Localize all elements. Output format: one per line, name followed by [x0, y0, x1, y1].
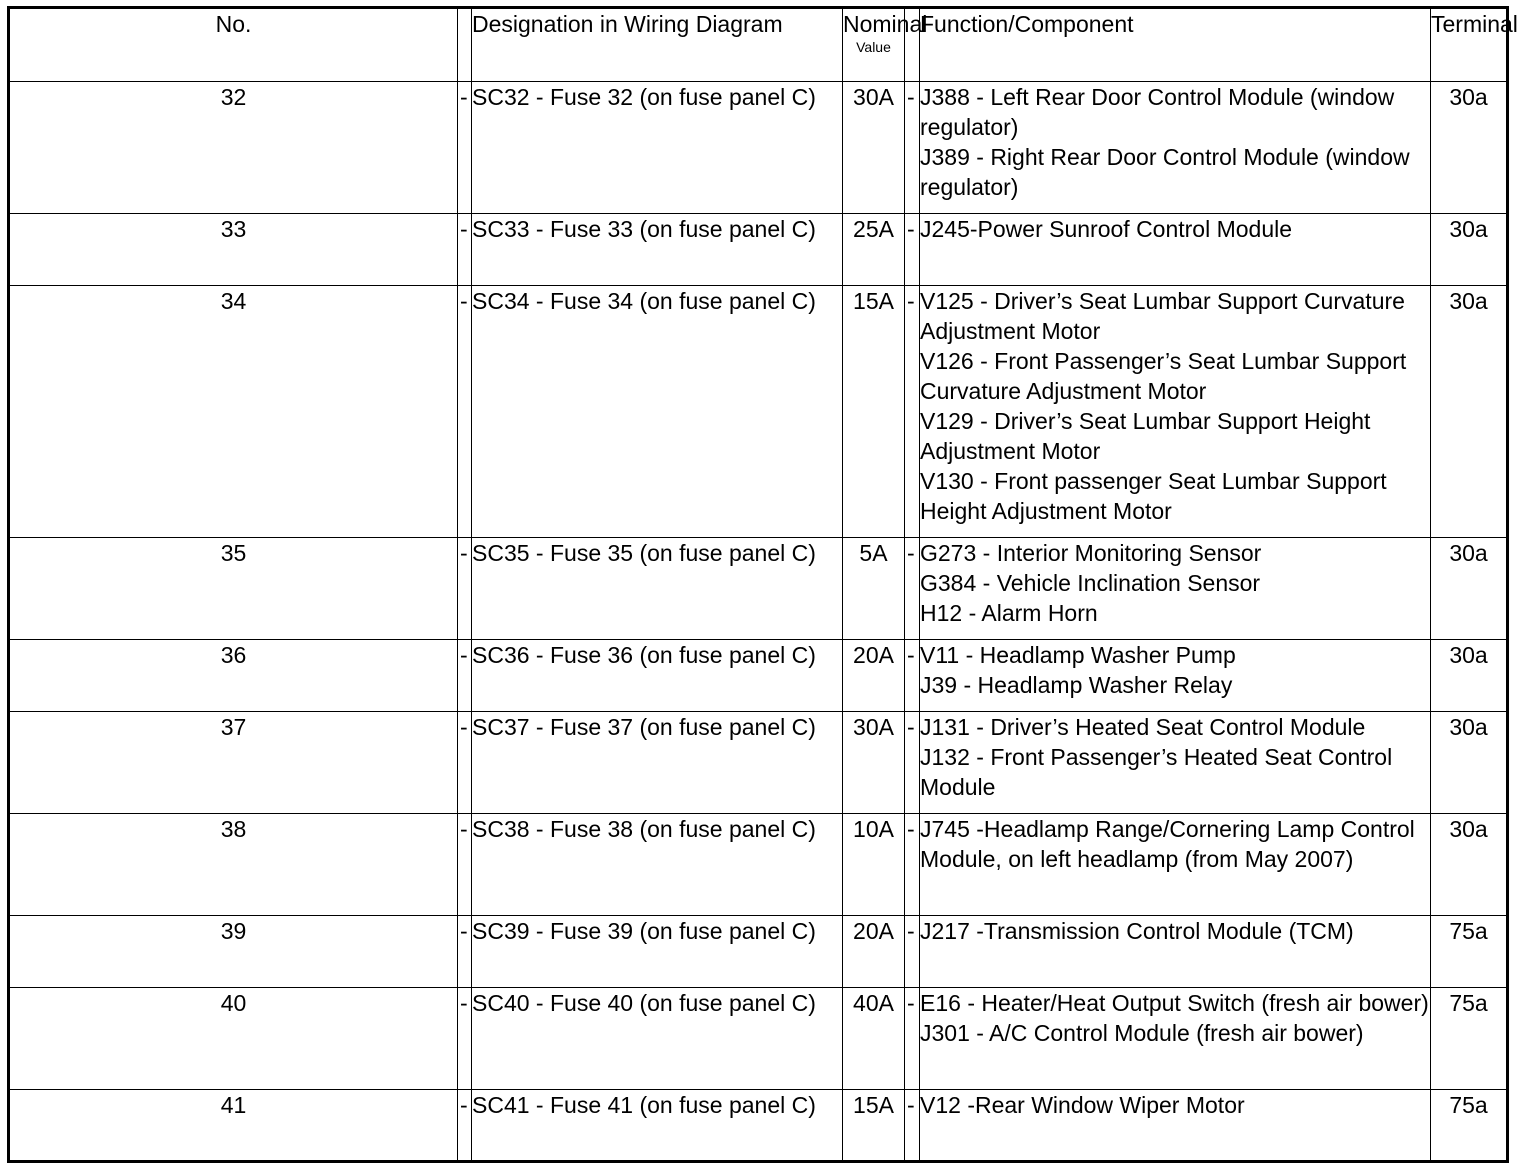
table-row: [9, 814, 1508, 916]
nominal-value: 5A: [843, 538, 905, 640]
terminal: 30a: [1431, 214, 1508, 286]
table-row: [9, 82, 1508, 214]
gap-cell-2: [905, 214, 920, 286]
terminal: 30a: [1431, 538, 1508, 640]
gap-cell: [458, 712, 472, 814]
table-row: [9, 988, 1508, 1090]
fuse-number: 34: [9, 286, 458, 538]
fuse-number: 32: [9, 82, 458, 214]
gap-cell: [458, 916, 472, 988]
gap-cell-2: [905, 538, 920, 640]
fuse-number: 35: [9, 538, 458, 640]
func-mark: -: [907, 642, 915, 668]
nominal-value: 30A: [843, 82, 905, 214]
gap-cell: [458, 640, 472, 712]
gap-mark: -: [460, 216, 468, 242]
component-line: V126 - Front Passenger’s Seat Lumbar Support Curvature Adjustment Motor: [920, 348, 1407, 404]
header-nominal-value: [843, 8, 928, 82]
gap-cell: [458, 286, 472, 538]
fuse-number: 37: [9, 712, 458, 814]
terminal: 30a: [1431, 82, 1508, 214]
terminal: 30a: [1431, 712, 1508, 814]
function-component: [920, 286, 1431, 538]
nominal-value: 10A: [843, 814, 905, 916]
nominal-value: 30A: [843, 712, 905, 814]
fuse-number: 38: [9, 814, 458, 916]
func-mark: -: [907, 1092, 915, 1118]
fuse-designation: SC35 - Fuse 35 (on fuse panel C): [472, 538, 843, 640]
gap-cell: [458, 214, 472, 286]
header-gap: [458, 8, 472, 82]
func-mark: -: [907, 216, 915, 242]
gap-cell-2: [905, 640, 920, 712]
func-mark: -: [907, 84, 915, 110]
terminal: 75a: [1431, 916, 1508, 988]
fuse-designation: SC36 - Fuse 36 (on fuse panel C): [472, 640, 843, 712]
component-line: V11 - Headlamp Washer Pump: [920, 642, 1236, 668]
gap-cell-2: [905, 286, 920, 538]
component-line: J745 -Headlamp Range/Cornering Lamp Control Module, on left headlamp (from May 2007): [920, 816, 1415, 872]
table-row: [9, 214, 1508, 286]
nominal-value: 20A: [843, 640, 905, 712]
table-row: [9, 538, 1508, 640]
gap-cell-2: [905, 916, 920, 988]
function-component: [920, 82, 1431, 214]
fuse-designation: SC40 - Fuse 40 (on fuse panel C): [472, 988, 843, 1090]
gap-mark: -: [460, 990, 468, 1016]
func-mark: -: [907, 816, 915, 842]
fuse-table: [7, 6, 1518, 1163]
function-component: [920, 916, 1431, 988]
component-line: J389 - Right Rear Door Control Module (window regulator): [920, 144, 1410, 200]
fuse-designation: SC32 - Fuse 32 (on fuse panel C): [472, 82, 843, 214]
component-line: V129 - Driver’s Seat Lumbar Support Height Adjustment Motor: [920, 408, 1371, 464]
nominal-value: 15A: [843, 286, 905, 538]
gap-mark: -: [460, 84, 468, 110]
fuse-designation: SC38 - Fuse 38 (on fuse panel C): [472, 814, 843, 916]
component-line: E16 - Heater/Heat Output Switch (fresh air bower): [920, 990, 1429, 1016]
table-row: [9, 712, 1508, 814]
terminal: 75a: [1431, 988, 1508, 1090]
header-nominal-line2: Value: [856, 39, 891, 55]
func-mark: -: [907, 288, 915, 314]
table-row: [9, 640, 1508, 712]
component-line: J388 - Left Rear Door Control Module (window regulator): [920, 84, 1395, 140]
fuse-number: 36: [9, 640, 458, 712]
header-terminal: Terminal: [1431, 8, 1508, 82]
component-line: V125 - Driver’s Seat Lumbar Support Curvature Adjustment Motor: [920, 288, 1405, 344]
gap-cell-2: [905, 1090, 920, 1162]
fuse-designation: SC37 - Fuse 37 (on fuse panel C): [472, 712, 843, 814]
gap-cell-2: [905, 82, 920, 214]
fuse-designation: SC33 - Fuse 33 (on fuse panel C): [472, 214, 843, 286]
function-component: [920, 712, 1431, 814]
gap-mark: -: [460, 642, 468, 668]
component-line: G384 - Vehicle Inclination Sensor: [920, 570, 1261, 596]
gap-mark: -: [460, 918, 468, 944]
function-component: [920, 1090, 1431, 1162]
terminal: 30a: [1431, 640, 1508, 712]
gap-cell-2: [905, 988, 920, 1090]
fuse-designation: SC41 - Fuse 41 (on fuse panel C): [472, 1090, 843, 1162]
func-mark: -: [907, 918, 915, 944]
nominal-value: 40A: [843, 988, 905, 1090]
function-component: [920, 988, 1431, 1090]
fuse-number: 41: [9, 1090, 458, 1162]
gap-cell: [458, 814, 472, 916]
table-row: [9, 1090, 1508, 1162]
fuse-number: 33: [9, 214, 458, 286]
func-mark: -: [907, 540, 915, 566]
fuse-number: 40: [9, 988, 458, 1090]
gap-cell-2: [905, 814, 920, 916]
component-line: J217 -Transmission Control Module (TCM): [920, 918, 1354, 944]
component-line: G273 - Interior Monitoring Sensor: [920, 540, 1262, 566]
terminal: 75a: [1431, 1090, 1508, 1162]
gap-mark: -: [460, 816, 468, 842]
gap-mark: -: [460, 540, 468, 566]
gap-cell: [458, 1090, 472, 1162]
fuse-designation: SC34 - Fuse 34 (on fuse panel C): [472, 286, 843, 538]
component-line: J301 - A/C Control Module (fresh air bower): [920, 1020, 1364, 1046]
component-line: V130 - Front passenger Seat Lumbar Support Height Adjustment Motor: [920, 468, 1387, 524]
component-line: J131 - Driver’s Heated Seat Control Module: [920, 714, 1366, 740]
fuse-table-body: [9, 82, 1508, 1162]
component-line: J132 - Front Passenger’s Heated Seat Control Module: [920, 744, 1393, 800]
fuse-designation: SC39 - Fuse 39 (on fuse panel C): [472, 916, 843, 988]
function-component: [920, 538, 1431, 640]
gap-mark: -: [460, 1092, 468, 1118]
component-line: V12 -Rear Window Wiper Motor: [920, 1092, 1245, 1118]
header-designation: Designation in Wiring Diagram: [472, 8, 843, 82]
gap-cell: [458, 988, 472, 1090]
function-component: [920, 640, 1431, 712]
header-no: No.: [9, 8, 458, 82]
terminal: 30a: [1431, 814, 1508, 916]
function-component: [920, 814, 1431, 916]
gap-mark: -: [460, 288, 468, 314]
header-function: Function/Component: [920, 8, 1431, 82]
gap-cell: [458, 82, 472, 214]
gap-cell-2: [905, 712, 920, 814]
fuse-number: 39: [9, 916, 458, 988]
gap-mark: -: [460, 714, 468, 740]
header-nominal-line1: Nominal: [843, 11, 928, 37]
component-line: H12 - Alarm Horn: [920, 600, 1098, 626]
terminal: 30a: [1431, 286, 1508, 538]
header-row: [9, 8, 1508, 82]
function-component: [920, 214, 1431, 286]
table-row: [9, 916, 1508, 988]
component-line: J245-Power Sunroof Control Module: [920, 216, 1293, 242]
component-line: J39 - Headlamp Washer Relay: [920, 672, 1233, 698]
gap-cell: [458, 538, 472, 640]
func-mark: -: [907, 714, 915, 740]
nominal-value: 15A: [843, 1090, 905, 1162]
table-row: [9, 286, 1508, 538]
func-mark: -: [907, 990, 915, 1016]
nominal-value: 25A: [843, 214, 905, 286]
nominal-value: 20A: [843, 916, 905, 988]
